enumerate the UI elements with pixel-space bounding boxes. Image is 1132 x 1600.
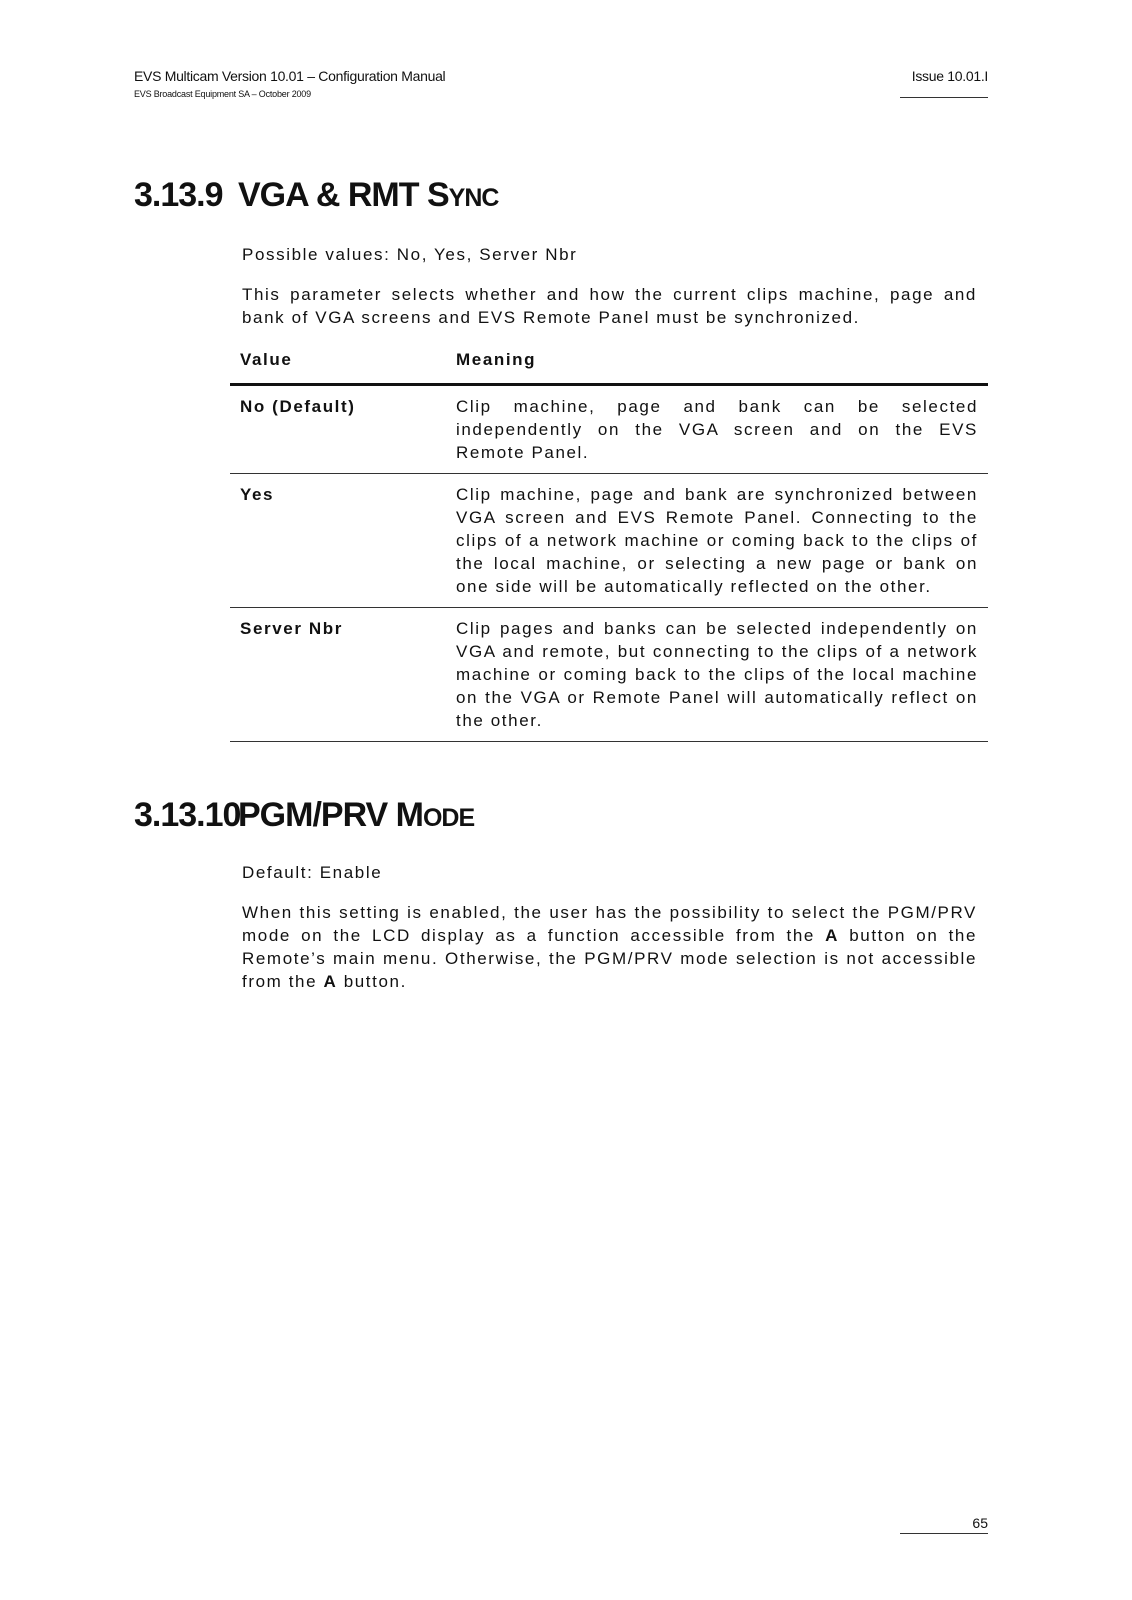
- paragraph-text: button.: [337, 972, 407, 991]
- section-description: This parameter selects whether and how the current clips machine, page and bank of VGA screens and EVS Remote Panel must be synchronized.: [242, 285, 977, 327]
- table-row: [230, 385, 988, 474]
- section-title-smallcaps: YNC: [448, 184, 499, 212]
- button-a-label: A: [323, 972, 338, 991]
- header-subtitle: EVS Broadcast Equipment SA – October 2009: [134, 89, 311, 99]
- row-meaning: Clip pages and banks can be selected independently on VGA and remote, but connecting to the clips of a network machine or coming back to the clips of the local machine on the VGA or Remote Panel will automatically reflect on the other.: [446, 608, 988, 742]
- section-number: 3.13.9: [134, 176, 223, 214]
- table-row: [230, 608, 988, 742]
- row-value: No (Default): [230, 385, 446, 474]
- section-heading-vga-rmt-sync: [134, 176, 498, 215]
- possible-values-text: Possible values: No, Yes, Server Nbr: [242, 245, 578, 264]
- default-value-text: Default: Enable: [242, 863, 383, 882]
- table-header-value: Value: [230, 350, 446, 385]
- row-value: Server Nbr: [230, 608, 446, 742]
- row-meaning: Clip machine, page and bank can be selected independently on the VGA screen and on the EVS Remote Panel.: [446, 385, 988, 474]
- section-title-smallcaps: ODE: [422, 804, 475, 832]
- header-issue: Issue 10.01.I: [900, 68, 988, 98]
- table-header-row: [230, 350, 988, 385]
- table-row: [230, 474, 988, 608]
- row-meaning: Clip machine, page and bank are synchronized between VGA screen and EVS Remote Panel. Connecting to the clips of a network machine or coming back to the clips of the local machine, or selecting a new page or bank on one side will be automatically reflected on the other.: [446, 474, 988, 608]
- table-header-meaning: Meaning: [446, 350, 988, 385]
- section-paragraph: [242, 901, 977, 993]
- header-title: EVS Multicam Version 10.01 – Configuration Manual: [134, 68, 446, 84]
- section-heading-pgm-prv-mode: [134, 796, 474, 835]
- section-title-main: PGM/PRV M: [238, 796, 423, 834]
- paragraph-text: button on the Remote’s main menu. Otherwise, the PGM/PRV mode selection is not accessible from the: [242, 926, 977, 991]
- values-table: [230, 350, 988, 742]
- paragraph-text: When this setting is enabled, the user has the possibility to select the PGM/PRV mode on the LCD display as a function accessible from the: [242, 903, 977, 945]
- row-value: Yes: [230, 474, 446, 608]
- button-a-label: A: [825, 926, 840, 945]
- section-number: 3.13.10: [134, 796, 241, 834]
- page-number: 65: [900, 1515, 988, 1534]
- section-title-main: VGA & RMT S: [238, 176, 449, 214]
